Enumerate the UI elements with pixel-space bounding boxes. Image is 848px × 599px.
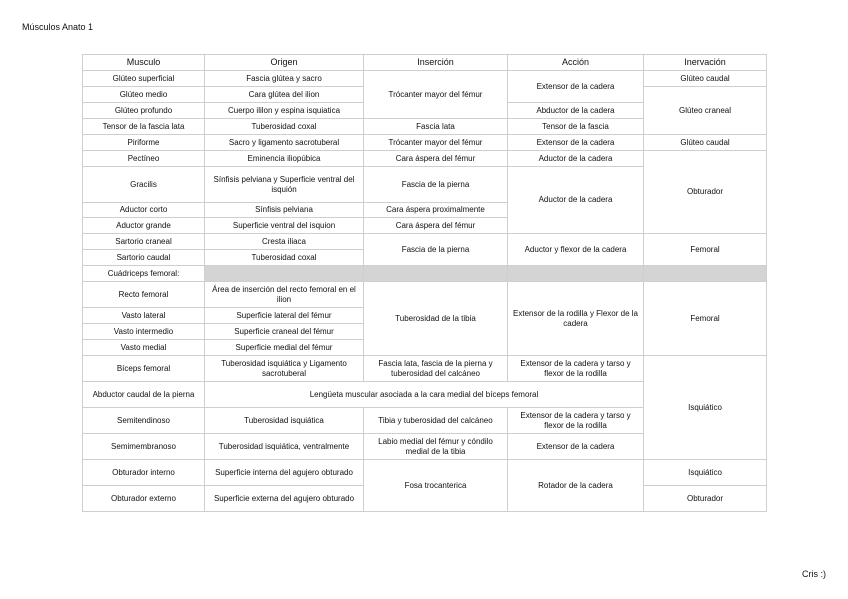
action-cell: Abductor de la cadera	[508, 103, 644, 119]
muscle-cell: Cuádriceps femoral:	[83, 266, 205, 282]
origin-cell: Superficie ventral del isquion	[205, 218, 364, 234]
innervation-cell: Isquiático	[644, 460, 767, 486]
innervation-cell: Femoral	[644, 234, 767, 266]
action-cell: Extensor de la cadera	[508, 71, 644, 103]
innervation-cell: Obturador	[644, 486, 767, 512]
table-row	[83, 71, 767, 87]
muscle-cell: Semimembranoso	[83, 434, 205, 460]
insertion-cell: Cara áspera del fémur	[364, 151, 508, 167]
header-row	[83, 55, 767, 71]
empty-cell	[508, 266, 644, 282]
muscle-cell: Recto femoral	[83, 282, 205, 308]
muscle-cell: Obturador externo	[83, 486, 205, 512]
muscle-cell: Vasto intermedio	[83, 324, 205, 340]
table-row	[83, 234, 767, 250]
header-insertion: Inserción	[364, 55, 508, 71]
muscle-cell: Abductor caudal de la pierna	[83, 382, 205, 408]
action-cell: Extensor de la cadera	[508, 135, 644, 151]
origin-cell: Eminencia iliopúbica	[205, 151, 364, 167]
document-title: Músculos Anato 1	[22, 22, 94, 32]
insertion-cell: Fosa trocanterica	[364, 460, 508, 512]
muscle-cell: Semitendinoso	[83, 408, 205, 434]
muscle-cell: Pectíneo	[83, 151, 205, 167]
muscle-cell: Glúteo profundo	[83, 103, 205, 119]
innervation-cell: Glúteo craneal	[644, 87, 767, 135]
table-row	[83, 460, 767, 486]
origin-cell: Área de inserción del recto femoral en el ilion	[205, 282, 364, 308]
empty-cell	[644, 266, 767, 282]
muscle-cell: Aductor corto	[83, 203, 205, 218]
origin-cell: Tuberosidad isquiática	[205, 408, 364, 434]
insertion-cell: Trócanter mayor del fémur	[364, 135, 508, 151]
origin-cell: Superficie medial del fémur	[205, 340, 364, 356]
origin-cell: Superficie externa del agujero obturado	[205, 486, 364, 512]
origin-cell: Tuberosidad isquiática y Ligamento sacrotuberal	[205, 356, 364, 382]
origin-cell: Superficie interna del agujero obturado	[205, 460, 364, 486]
insertion-cell: Fascia de la pierna	[364, 167, 508, 203]
innervation-cell: Glúteo caudal	[644, 71, 767, 87]
muscle-cell: Aductor grande	[83, 218, 205, 234]
merged-note-cell: Lengüeta muscular asociada a la cara medial del bíceps femoral	[205, 382, 644, 408]
insertion-cell: Fascia lata	[364, 119, 508, 135]
footer-signature: Cris :)	[802, 569, 826, 579]
insertion-cell: Cara áspera proximalmente	[364, 203, 508, 218]
header-origin: Origen	[205, 55, 364, 71]
origin-cell: Cara glútea del ilion	[205, 87, 364, 103]
origin-cell: Tuberosidad coxal	[205, 119, 364, 135]
action-cell: Tensor de la fascia	[508, 119, 644, 135]
insertion-cell: Tibia y tuberosidad del calcáneo	[364, 408, 508, 434]
muscle-cell: Sartorio caudal	[83, 250, 205, 266]
innervation-cell: Isquiático	[644, 356, 767, 460]
table-row	[83, 282, 767, 308]
origin-cell: Tuberosidad coxal	[205, 250, 364, 266]
table-row	[83, 266, 767, 282]
muscle-cell: Vasto medial	[83, 340, 205, 356]
origin-cell: Fascia glútea y sacro	[205, 71, 364, 87]
action-cell: Extensor de la cadera y tarso y flexor de la rodilla	[508, 408, 644, 434]
muscle-cell: Sartorio craneal	[83, 234, 205, 250]
action-cell: Aductor y flexor de la cadera	[508, 234, 644, 266]
action-cell: Extensor de la cadera y tarso y flexor de la rodilla	[508, 356, 644, 382]
muscle-cell: Glúteo medio	[83, 87, 205, 103]
origin-cell: Sínfisis pelviana y Superficie ventral del isquión	[205, 167, 364, 203]
origin-cell: Superficie craneal del fémur	[205, 324, 364, 340]
table-row	[83, 135, 767, 151]
action-cell: Extensor de la cadera	[508, 434, 644, 460]
muscle-cell: Glúteo superficial	[83, 71, 205, 87]
muscle-cell: Obturador interno	[83, 460, 205, 486]
insertion-cell: Labio medial del fémur y cóndilo medial de la tibia	[364, 434, 508, 460]
muscle-cell: Tensor de la fascia lata	[83, 119, 205, 135]
origin-cell: Cresta iliaca	[205, 234, 364, 250]
header-innervation: Inervación	[644, 55, 767, 71]
origin-cell: Sacro y ligamento sacrotuberal	[205, 135, 364, 151]
muscle-cell: Gracilis	[83, 167, 205, 203]
muscle-cell: Piriforme	[83, 135, 205, 151]
action-cell: Rotador de la cadera	[508, 460, 644, 512]
action-cell: Aductor de la cadera	[508, 167, 644, 234]
innervation-cell: Glúteo caudal	[644, 135, 767, 151]
action-cell: Extensor de la rodilla y Flexor de la cadera	[508, 282, 644, 356]
origin-cell: Cuerpo ililon y espina isquiatica	[205, 103, 364, 119]
empty-cell	[205, 266, 364, 282]
muscle-cell: Bíceps femoral	[83, 356, 205, 382]
insertion-cell: Fascia lata, fascia de la pierna y tuberosidad del calcáneo	[364, 356, 508, 382]
insertion-cell: Trócanter mayor del fémur	[364, 71, 508, 119]
insertion-cell: Cara áspera del fémur	[364, 218, 508, 234]
origin-cell: Superficie lateral del fémur	[205, 308, 364, 324]
origin-cell: Sínfisis pelviana	[205, 203, 364, 218]
header-action: Acción	[508, 55, 644, 71]
table-row	[83, 356, 767, 382]
insertion-cell: Fascia de la pierna	[364, 234, 508, 266]
origin-cell: Tuberosidad isquiática, ventralmente	[205, 434, 364, 460]
action-cell: Aductor de la cadera	[508, 151, 644, 167]
innervation-cell: Femoral	[644, 282, 767, 356]
header-muscle: Musculo	[83, 55, 205, 71]
empty-cell	[364, 266, 508, 282]
muscles-table	[82, 54, 767, 512]
innervation-cell: Obturador	[644, 151, 767, 234]
insertion-cell: Tuberosidad de la tibia	[364, 282, 508, 356]
table-row	[83, 151, 767, 167]
muscle-cell: Vasto lateral	[83, 308, 205, 324]
